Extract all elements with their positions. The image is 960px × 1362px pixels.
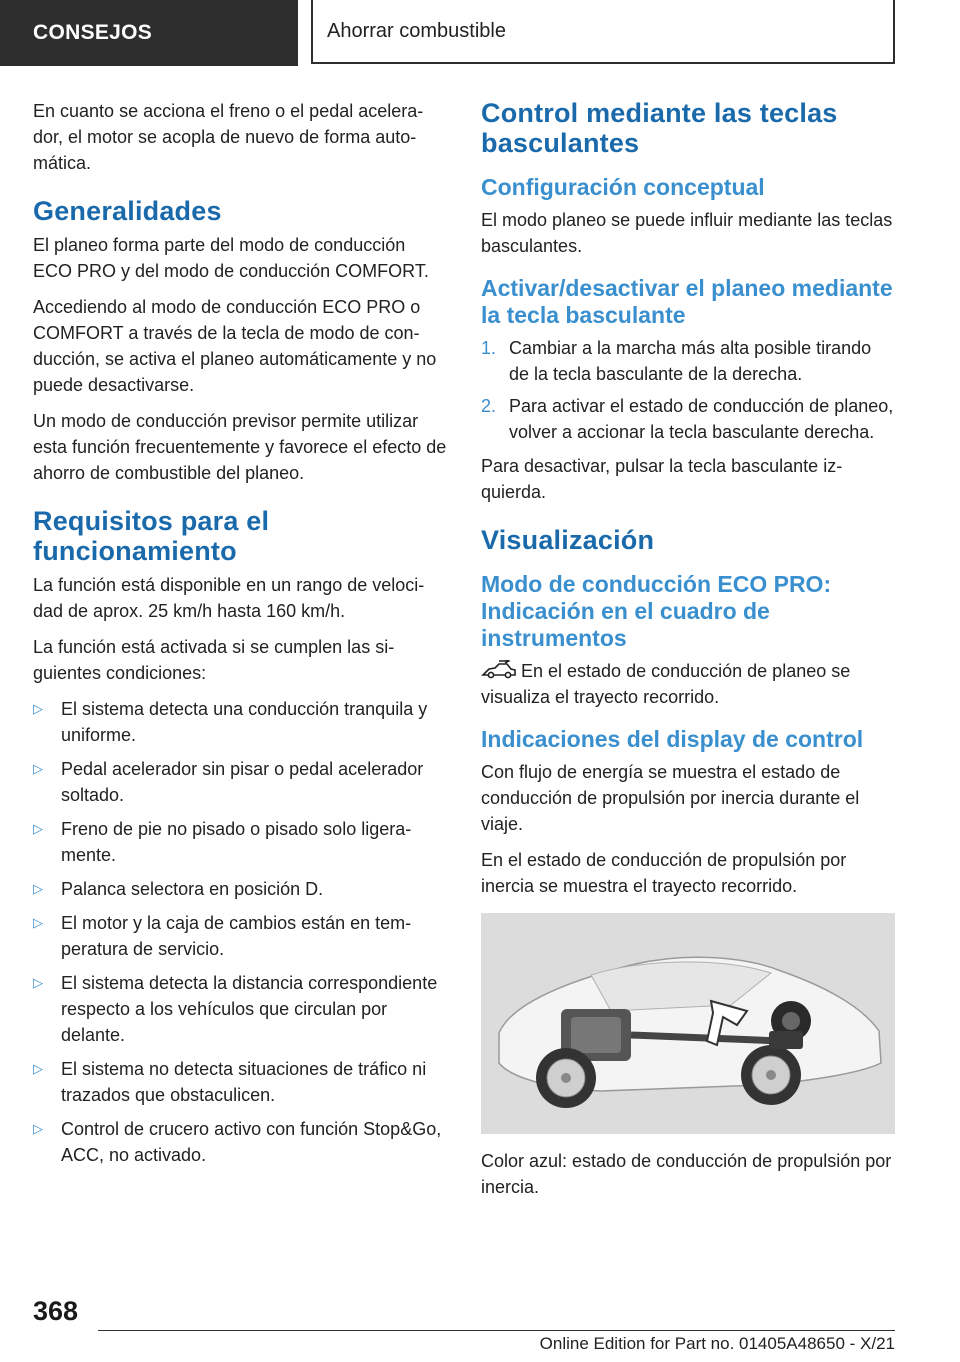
heading-generalidades: Generalidades <box>33 196 222 226</box>
triangle-bullet-icon: ▷ <box>33 701 43 716</box>
footer-divider <box>98 1330 895 1331</box>
steps-list <box>481 335 895 445</box>
list-item: ▷ El sistema detecta la distancia correspondiente respecto a los vehículos que circulan por delante. <box>33 970 447 1048</box>
triangle-bullet-icon: ▷ <box>33 915 43 930</box>
list-item: ▷ Control de crucero activo con función Stop&Go, ACC, no activado. <box>33 1116 447 1168</box>
requisitos-p1: La función está disponible en un rango de velocidad de aprox. 25 km/h hasta 160 km/h. <box>33 575 425 621</box>
right-column <box>481 98 895 1210</box>
intro-paragraph: En cuanto se acciona el freno o el pedal acelerador, el motor se acopla de nuevo de forma automática. <box>33 101 424 173</box>
coasting-car-icon <box>481 660 517 680</box>
heading-control: Control mediante las teclas basculantes <box>481 98 838 158</box>
generalidades-p3: Un modo de conducción previsor permite utilizar esta función frecuentemente y favorece el efecto de ahorro de combustible del planeo. <box>33 411 447 483</box>
generalidades-p2: Accediendo al modo de conducción ECO PRO o COMFORT a través de la tecla de modo de conducción, se activa el planeo automáticamente y no puede desactivarse. <box>33 297 437 395</box>
page-header <box>0 0 960 66</box>
display-paragraph-2: En el estado de conducción de propulsión por inercia se muestra el trayecto recorrido. <box>481 850 847 896</box>
list-item: ▷ El sistema detecta una conducción tranquila y uniforme. <box>33 696 447 748</box>
generalidades-p1: El planeo forma parte del modo de conducción ECO PRO y del modo de conducción COMFORT. <box>33 235 429 281</box>
car-illustration <box>481 913 895 1134</box>
topic-tab: Ahorrar combustible <box>311 0 895 64</box>
figure-caption: Color azul: estado de conducción de propulsión por inercia. <box>481 1151 892 1197</box>
footer-edition: Online Edition for Part no. 01405A48650 - X/21 <box>539 1334 895 1353</box>
heading-requisitos: Requisitos para el funcionamiento <box>33 506 270 566</box>
requisitos-p2: La función está activada si se cumplen las siguientes condiciones: <box>33 637 395 683</box>
configuracion-paragraph: El modo planeo se puede influir mediante las teclas basculantes. <box>481 210 893 256</box>
triangle-bullet-icon: ▷ <box>33 1121 43 1136</box>
triangle-bullet-icon: ▷ <box>33 1061 43 1076</box>
list-item: ▷ Pedal acelerador sin pisar o pedal acelerador soltado. <box>33 756 447 808</box>
list-item: ▷ Freno de pie no pisado o pisado solo ligeramente. <box>33 816 447 868</box>
list-item: 2. Para activar el estado de conducción de planeo, volver a accionar la tecla basculante derecha. <box>481 396 894 442</box>
triangle-bullet-icon: ▷ <box>33 761 43 776</box>
eco-paragraph: En el estado de conducción de planeo se visualiza el trayecto recorrido. <box>481 661 851 707</box>
triangle-bullet-icon: ▷ <box>33 821 43 836</box>
deactivate-paragraph: Para desactivar, pulsar la tecla basculante izquierda. <box>481 456 843 502</box>
car-drivetrain-image <box>481 913 895 1134</box>
heading-activar: Activar/desactivar el planeo mediante la tecla basculante <box>481 275 893 328</box>
heading-display: Indicaciones del display de control <box>481 726 864 752</box>
list-item: ▷ Palanca selectora en posición D. <box>33 876 447 902</box>
triangle-bullet-icon: ▷ <box>33 975 43 990</box>
page-number: 368 <box>33 1296 79 1326</box>
heading-eco-pro: Modo de conducción ECO PRO: Indicación en el cuadro de instrumentos <box>481 571 832 651</box>
left-column <box>33 98 447 1176</box>
heading-configuracion: Configuración conceptual <box>481 174 765 200</box>
list-item: ▷ El motor y la caja de cambios están en temperatura de servicio. <box>33 910 447 962</box>
section-tab: CONSEJOS <box>0 0 298 66</box>
display-paragraph-1: Con flujo de energía se muestra el estado de conducción de propulsión por inercia durante el viaje. <box>481 762 860 834</box>
heading-visualizacion: Visualización <box>481 525 655 555</box>
conditions-list <box>33 696 447 1168</box>
list-item: 1. Cambiar a la marcha más alta posible tirando de la tecla basculante de la derecha. <box>481 338 872 384</box>
triangle-bullet-icon: ▷ <box>33 881 43 896</box>
list-item: ▷ El sistema no detecta situaciones de tráfico ni trazados que obstaculicen. <box>33 1056 447 1108</box>
